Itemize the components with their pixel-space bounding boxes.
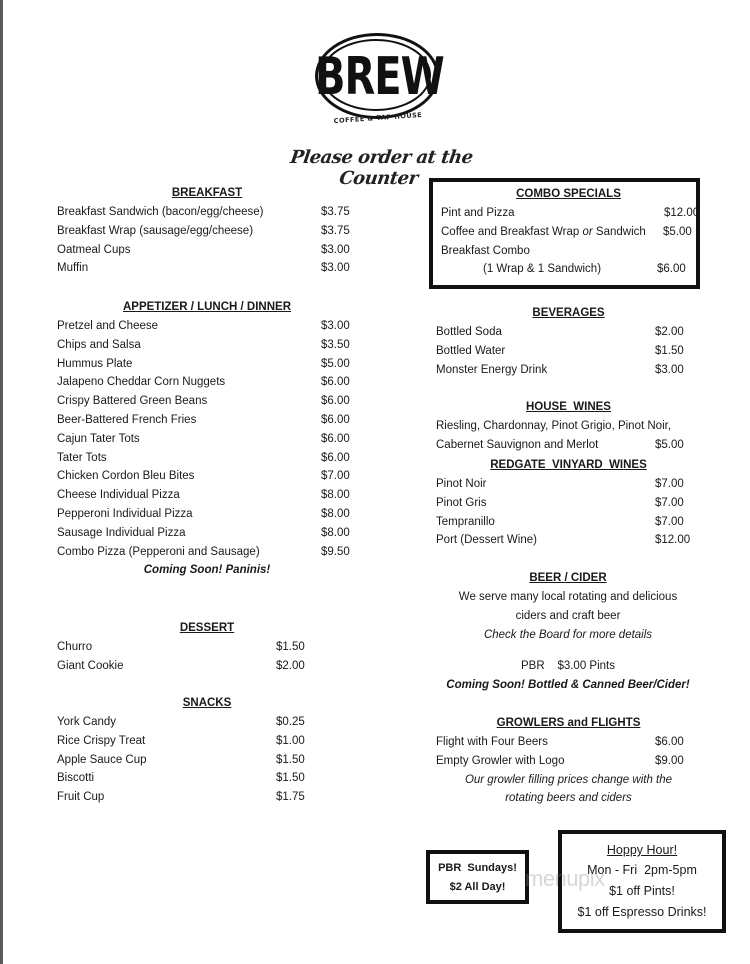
- item-price: $5.00: [655, 438, 684, 451]
- menu-item: [57, 411, 357, 430]
- item-name-emphasis: or: [582, 225, 593, 238]
- item-name: Chicken Cordon Bleu Bites: [57, 470, 195, 483]
- item-name: Biscotti: [57, 772, 95, 785]
- pbr-pints-price: PBR $3.00 Pints: [521, 660, 615, 673]
- menu-item: [57, 732, 357, 751]
- menu-item: [436, 475, 701, 494]
- item-price: $7.00: [655, 496, 684, 509]
- item-price: $8.00: [321, 489, 350, 502]
- menu-item: [57, 638, 357, 657]
- brew-logo: [315, 33, 444, 117]
- item-name: Hummus Plate: [57, 357, 133, 370]
- item-name: York Candy: [57, 716, 117, 728]
- item-name: Bottled Water: [436, 344, 506, 357]
- item-price: $3.00: [321, 262, 350, 275]
- menu-item: [436, 342, 701, 361]
- item-name: Oatmeal Cups: [57, 243, 131, 256]
- menu-item: [57, 788, 357, 807]
- item-price: $5.00: [663, 225, 692, 238]
- menu-item: [441, 223, 696, 242]
- item-price: $12.00: [655, 534, 691, 547]
- item-price: $3.00: [321, 320, 350, 332]
- beer-cider-section: [420, 569, 716, 695]
- item-name: Rice Crispy Treat: [57, 734, 146, 747]
- menu-item: [57, 543, 357, 562]
- item-name: Combo Pizza (Pepperoni and Sausage): [57, 545, 260, 558]
- growler-note: Our growler filling prices change with the: [464, 773, 673, 786]
- item-name: Bottled Soda: [436, 326, 502, 338]
- page-edge: [0, 0, 3, 964]
- redgate-wines-section: [436, 456, 701, 550]
- menu-item: [441, 204, 700, 223]
- item-name: [441, 223, 646, 242]
- item-price: $3.00: [655, 363, 684, 376]
- menu-item: [57, 203, 357, 222]
- growlers-section: [436, 714, 701, 808]
- item-price: $6.00: [321, 432, 350, 445]
- menu-item: [441, 260, 696, 279]
- dessert-section: [57, 619, 357, 676]
- item-price: $8.00: [321, 507, 350, 520]
- item-price: $5.00: [321, 357, 350, 370]
- menu-item: [57, 769, 357, 788]
- item-price: $7.00: [655, 515, 684, 528]
- logo-subtitle: COFFEE & TAP HOUSE: [333, 110, 423, 126]
- menu-item: [57, 524, 357, 543]
- beer-description: ciders and craft beer: [515, 609, 621, 622]
- item-name: Pint and Pizza: [441, 207, 515, 219]
- menu-item: [57, 657, 357, 676]
- pbr-sundays-title: PBR Sundays!: [438, 862, 517, 874]
- menu-item: [57, 467, 357, 486]
- section-title: BEER / CIDER: [529, 572, 607, 584]
- wine-list-line: [436, 417, 701, 436]
- section-title: SNACKS: [182, 697, 232, 709]
- menu-item: [57, 259, 357, 278]
- item-price: $1.75: [276, 791, 305, 804]
- item-name: Jalapeno Cheddar Corn Nuggets: [57, 376, 226, 389]
- menu-item: [57, 355, 357, 374]
- breakfast-section: [57, 184, 357, 278]
- menu-item: [436, 752, 701, 771]
- pbr-sundays-price: $2 All Day!: [449, 880, 506, 893]
- item-name: Pinot Noir: [436, 478, 487, 490]
- menu-item: [436, 513, 701, 532]
- item-name: Sausage Individual Pizza: [57, 526, 186, 539]
- section-title: BREAKFAST: [171, 187, 243, 199]
- item-price: $2.00: [276, 659, 305, 672]
- item-price: $1.50: [655, 344, 684, 357]
- item-price: $9.00: [655, 754, 684, 767]
- item-name-part: Coffee and Breakfast Wrap: [441, 225, 583, 238]
- section-title: APPETIZER / LUNCH / DINNER: [122, 301, 292, 313]
- snacks-section: [57, 694, 357, 807]
- section-title: HOUSE WINES: [526, 401, 611, 413]
- item-price: $6.00: [321, 395, 350, 408]
- menu-item: [436, 361, 701, 380]
- item-price: $7.00: [655, 478, 684, 490]
- item-price: $8.00: [321, 526, 350, 539]
- item-name: Cabernet Sauvignon and Merlot: [436, 438, 599, 451]
- item-price: $1.00: [276, 734, 305, 747]
- menu-item: [57, 241, 357, 260]
- item-price: $3.50: [321, 338, 350, 351]
- item-name: Breakfast Sandwich (bacon/egg/cheese): [57, 206, 264, 218]
- beer-description: We serve many local rotating and delicious: [458, 591, 678, 603]
- menu-item: [57, 713, 357, 732]
- menu-item: [441, 242, 696, 261]
- item-name: Breakfast Wrap (sausage/egg/cheese): [57, 224, 254, 237]
- menu-item: [57, 336, 357, 355]
- menu-item: [57, 392, 357, 411]
- item-price: $3.75: [321, 224, 350, 237]
- coming-soon-note: Coming Soon! Bottled & Canned Beer/Cider!: [446, 679, 690, 692]
- house-wines-section: [436, 398, 701, 455]
- item-name: Pinot Gris: [436, 496, 487, 509]
- item-name: Breakfast Combo: [441, 244, 530, 257]
- menu-item: [57, 317, 357, 336]
- item-name: Tater Tots: [57, 451, 107, 464]
- appetizer-section: [57, 298, 357, 580]
- item-price: $3.00: [321, 243, 350, 256]
- item-name: Cajun Tater Tots: [57, 432, 140, 445]
- item-price: $2.00: [655, 326, 684, 338]
- menu-item: [436, 733, 701, 752]
- item-name: Beer-Battered French Fries: [57, 413, 197, 426]
- item-price: $7.00: [321, 470, 350, 483]
- menu-item: [436, 494, 701, 513]
- menu-item: [57, 449, 357, 468]
- hoppy-hour-deal: $1 off Espresso Drinks!: [577, 905, 707, 919]
- section-title: DESSERT: [179, 622, 235, 634]
- item-price: $0.25: [276, 716, 305, 728]
- hoppy-hour-times: Mon - Fri 2pm-5pm: [587, 863, 697, 877]
- item-price: $1.50: [276, 641, 305, 653]
- section-title: BEVERAGES: [532, 307, 605, 319]
- menu-item: [436, 436, 701, 455]
- item-price: $6.00: [321, 376, 350, 389]
- item-name: Flight with Four Beers: [436, 736, 548, 748]
- menu-item: [436, 323, 701, 342]
- item-price: $9.50: [321, 545, 350, 558]
- item-name: Pretzel and Cheese: [57, 320, 159, 332]
- item-name: Apple Sauce Cup: [57, 753, 147, 766]
- watermark: menupix: [525, 866, 605, 891]
- item-price: $12.00: [664, 207, 700, 219]
- item-price: $6.00: [321, 451, 350, 464]
- item-name: Crispy Battered Green Beans: [57, 395, 208, 408]
- logo-text: BREW: [315, 47, 444, 107]
- hoppy-hour-title: Hoppy Hour!: [606, 843, 678, 857]
- item-price: $1.50: [276, 753, 305, 766]
- item-name: Pepperoni Individual Pizza: [57, 507, 193, 520]
- item-name: Chips and Salsa: [57, 338, 141, 351]
- item-price: $6.00: [321, 413, 350, 426]
- item-name: Cheese Individual Pizza: [57, 489, 180, 502]
- section-title: REDGATE VINYARD WINES: [490, 459, 647, 471]
- section-title: COMBO SPECIALS: [516, 188, 621, 200]
- item-price: $6.00: [657, 263, 686, 276]
- hoppy-hour-deal: $1 off Pints!: [609, 884, 675, 898]
- item-price: $3.75: [321, 206, 350, 218]
- item-name: Port (Dessert Wine): [436, 534, 537, 547]
- item-price: $6.00: [655, 736, 684, 748]
- menu-item: [57, 430, 357, 449]
- item-name: Monster Energy Drink: [436, 363, 548, 376]
- item-name: Churro: [57, 641, 93, 653]
- menu-item: [57, 222, 357, 241]
- menu-item: [57, 505, 357, 524]
- item-price: $1.50: [276, 772, 305, 785]
- growler-note: rotating beers and ciders: [505, 792, 632, 805]
- menu-item: [57, 486, 357, 505]
- coming-soon-note: Coming Soon! Paninis!: [143, 564, 271, 577]
- item-name-part: Sandwich: [592, 225, 646, 238]
- item-name: Muffin: [57, 262, 89, 275]
- item-name: (1 Wrap & 1 Sandwich): [483, 263, 602, 276]
- menu-item: [57, 751, 357, 770]
- pbr-sundays-box: [426, 850, 529, 904]
- check-board-note: Check the Board for more details: [483, 628, 653, 641]
- combo-specials-box: [429, 178, 700, 289]
- menu-item: [57, 373, 357, 392]
- item-name: Fruit Cup: [57, 791, 105, 804]
- item-name: Empty Growler with Logo: [436, 754, 565, 767]
- item-name: Giant Cookie: [57, 659, 124, 672]
- beverages-section: [436, 304, 701, 379]
- menu-item: [436, 531, 701, 550]
- order-tagline: Please order at the Counter: [288, 147, 475, 189]
- item-name: Riesling, Chardonnay, Pinot Grigio, Pinot Noir,: [436, 420, 672, 432]
- item-name: Tempranillo: [436, 515, 495, 528]
- section-title: GROWLERS and FLIGHTS: [496, 717, 641, 729]
